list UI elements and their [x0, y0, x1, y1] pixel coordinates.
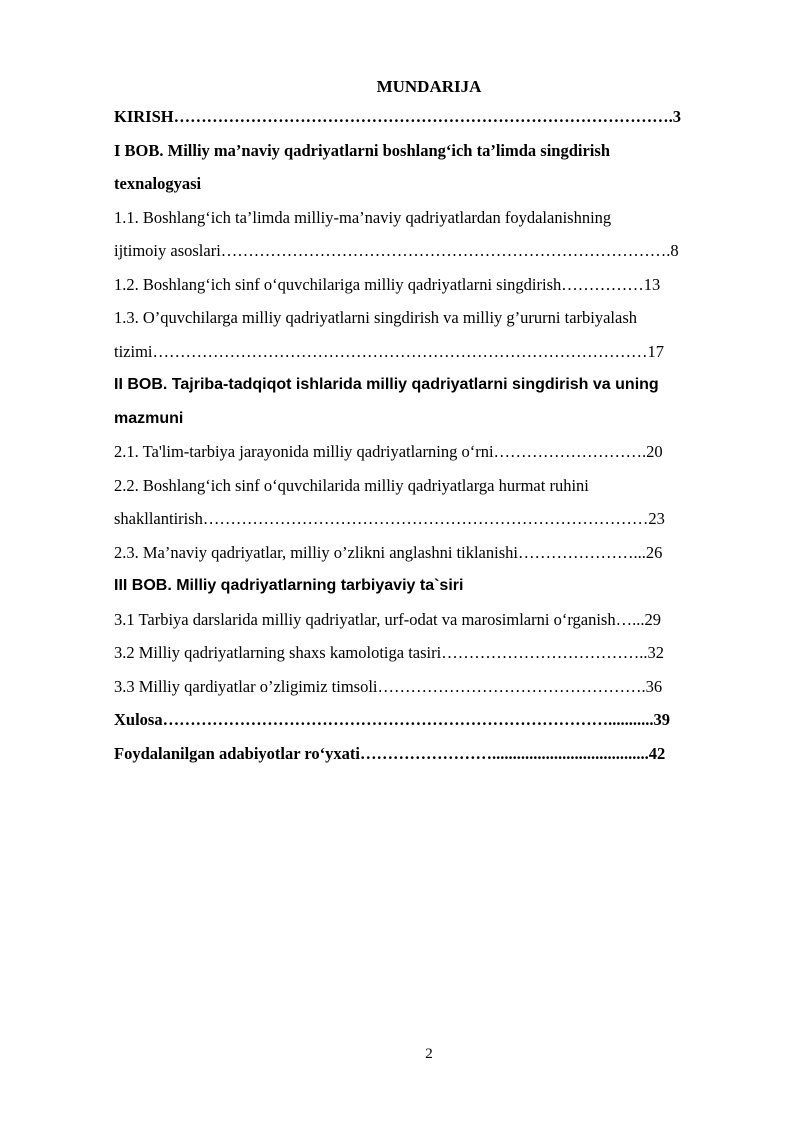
toc-entry-chapter-2-cont: mazmuni — [114, 409, 184, 427]
table-of-contents — [114, 106, 742, 776]
toc-entry-chapter-1: I BOB. Milliy ma’naviy qadriyatlarni boshlang‘ich ta’limda singdirish — [114, 140, 610, 160]
toc-entry-1-1-cont: ijtimoiy asoslari……………………………………………………………………….8 — [114, 241, 679, 260]
toc-entry-bibliography: Foydalanilgan adabiyotlar ro‘yxati……………………......................................42 — [114, 743, 666, 763]
toc-entry-3-2: 3.2 Milliy qadriyatlarning shaxs kamolotiga tasiri………………………………..32 — [114, 643, 664, 662]
toc-entry-1-3: 1.3. O’quvchilarga milliy qadriyatlarni singdirish va milliy g’ururni tarbiyalash — [114, 308, 638, 327]
toc-entry-chapter-1-cont: texnalogyasi — [114, 174, 202, 193]
toc-entry-kirish: KIRISH……………………………………………………………………………….3 — [114, 107, 681, 126]
toc-entry-2-2: 2.2. Boshlang‘ich sinf o‘quvchilarida milliy qadriyatlarga hurmat ruhini — [114, 475, 589, 495]
page-number: 2 — [425, 1046, 433, 1062]
toc-heading: MUNDARIJA — [376, 77, 482, 96]
toc-entry-1-1: 1.1. Boshlang‘ich ta’limda milliy-ma’naviy qadriyatlardan foydalanishning — [114, 207, 612, 227]
toc-entry-3-1: 3.1 Tarbiya darslarida milliy qadriyatlar, urf-odat va marosimlarni o‘rganish…...29 — [114, 609, 661, 629]
toc-entry-2-2-cont: shakllantirish………………………………………………………………………23 — [114, 509, 665, 528]
toc-entry-1-3-cont: tizimi………………………………………………………………………………17 — [114, 341, 664, 361]
toc-entry-3-3: 3.3 Milliy qardiyatlar o’zligimiz timsoli………………………………………….36 — [114, 676, 663, 696]
toc-entry-2-3: 2.3. Ma’naviy qadriyatlar, milliy o’zlikni anglashni tiklanishi…………………...26 — [114, 542, 663, 562]
toc-entry-2-1: 2.1. Ta'lim-tarbiya jarayonida milliy qadriyatlarning o‘rni……………………….20 — [114, 442, 663, 461]
toc-entry-1-2: 1.2. Boshlang‘ich sinf o‘quvchilariga milliy qadriyatlarni singdirish……………13 — [114, 274, 661, 294]
toc-entry-chapter-3: III BOB. Milliy qadriyatlarning tarbiyaviy ta`siri — [114, 577, 464, 594]
toc-entry-chapter-2: II BOB. Tajriba-tadqiqot ishlarida milliy qadriyatlarni singdirish va uning — [114, 376, 659, 393]
toc-entry-xulosa: Xulosa………………………………………………………………………...........39 — [114, 710, 670, 729]
